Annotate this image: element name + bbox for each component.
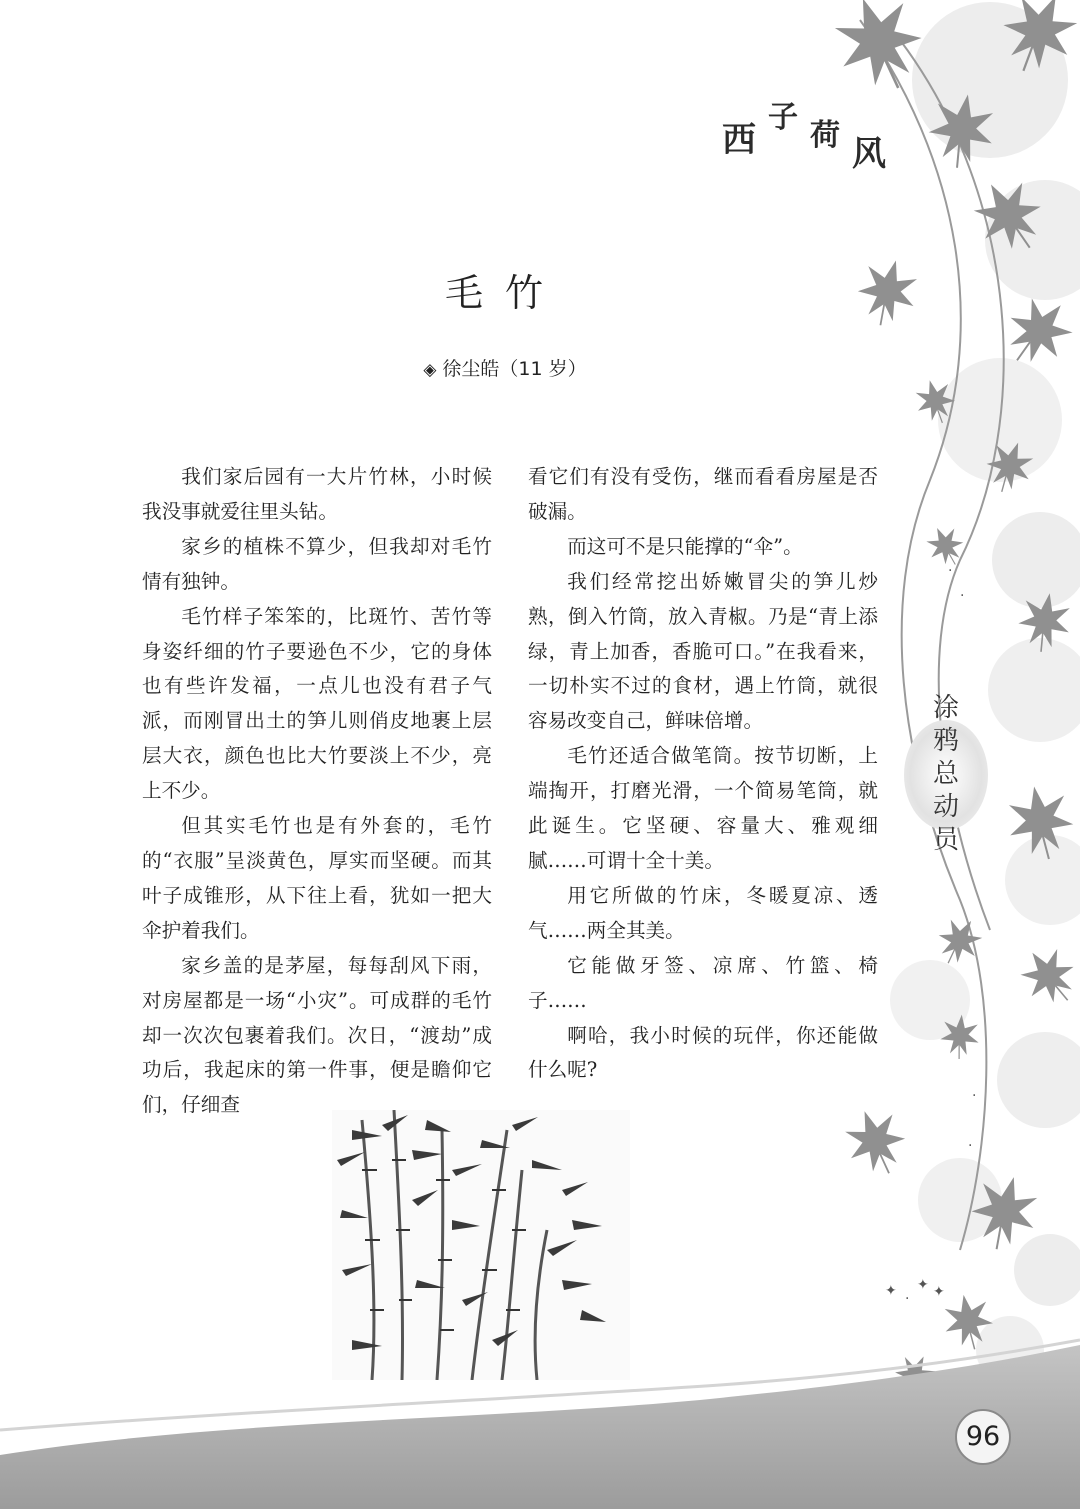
svg-text:✦: ✦ xyxy=(885,1283,897,1299)
paragraph: 毛竹样子笨笨的，比斑竹、苦竹等身姿纤细的竹子要逊色不少，它的身体也有些许发福，一点儿也没有君子气派，而刚冒出土的笋儿则俏皮地裹上层层大衣，颜色也比大竹要淡上不少，亮上不少。 xyxy=(142,604,492,803)
article-title: 毛竹 xyxy=(444,271,565,315)
left-column xyxy=(142,460,492,1123)
paragraph: 但其实毛竹也是有外套的，毛竹的“衣服”呈淡黄色，厚实而坚硬。而其叶子成锥形，从下往上看，犹如一把大伞护着我们。 xyxy=(142,814,492,942)
paragraph: 家乡的植株不算少，但我却对毛竹情有独钟。 xyxy=(142,534,492,593)
column-char: 鸦 xyxy=(932,726,959,756)
svg-text:·: · xyxy=(972,1088,977,1104)
right-column xyxy=(528,460,878,1088)
paragraph: 我们家后园有一大片竹林，小时候我没事就爱往里头钻。 xyxy=(142,465,492,523)
paragraph: 家乡盖的是茅屋，每每刮风下雨，对房屋都是一场“小灾”。可成群的毛竹却一次次包裹着我们。次日，“渡劫”成功后，我起床的第一件事，便是瞻仰它们，仔细查 xyxy=(142,953,492,1117)
byline-mark-icon: ◈ xyxy=(423,360,437,380)
page-number: 96 xyxy=(965,1421,1001,1452)
byline xyxy=(0,354,1010,381)
column-char: 动 xyxy=(932,792,959,822)
paragraph: 它能做牙签、凉席、竹篮、椅子…… xyxy=(528,953,878,1012)
svg-text:·: · xyxy=(948,563,953,579)
section-char-1: 西 xyxy=(722,120,756,160)
column-badge xyxy=(912,690,982,860)
section-title xyxy=(722,92,902,174)
byline-author: 徐尘皓（11 岁） xyxy=(442,358,587,380)
section-char-2: 子 xyxy=(768,100,798,135)
column-char: 总 xyxy=(932,759,959,789)
section-char-3: 荷 xyxy=(810,118,840,153)
vine xyxy=(860,20,1004,1250)
paragraph: 用它所做的竹床，冬暖夏凉、透气……两全其美。 xyxy=(528,883,878,942)
paragraph: 我们经常挖出娇嫩冒尖的笋儿炒熟，倒入竹筒，放入青椒。乃是“青上添绿，青上加香，香脆可口。”在我看来，一切朴实不过的食材，遇上竹筒，就很容易改变自己，鲜味倍增。 xyxy=(528,569,878,733)
column-char: 涂 xyxy=(932,693,959,723)
section-char-4: 风 xyxy=(852,134,886,174)
svg-text:✦: ✦ xyxy=(917,1277,929,1293)
svg-text:·: · xyxy=(968,1138,973,1154)
svg-text:✦: ✦ xyxy=(933,1284,945,1300)
column-char: 员 xyxy=(932,825,959,855)
svg-text:·: · xyxy=(960,588,965,604)
paragraph: 啊哈，我小时候的玩伴，你还能做什么呢? xyxy=(528,1023,878,1082)
paragraph: 而这可不是只能撑的“伞”。 xyxy=(567,534,803,558)
column-name xyxy=(926,692,966,857)
svg-text:·: · xyxy=(905,1291,910,1307)
paragraph: 毛竹还适合做笔筒。按节切断，上端掏开，打磨光滑，一个简易笔筒，就此诞生。它坚硬、容量大、雅观细腻……可谓十全十美。 xyxy=(528,744,878,872)
bamboo-illustration xyxy=(332,1110,630,1380)
paragraph-continuation: 看它们有没有受伤，继而看看房屋是否破漏。 xyxy=(528,465,878,523)
